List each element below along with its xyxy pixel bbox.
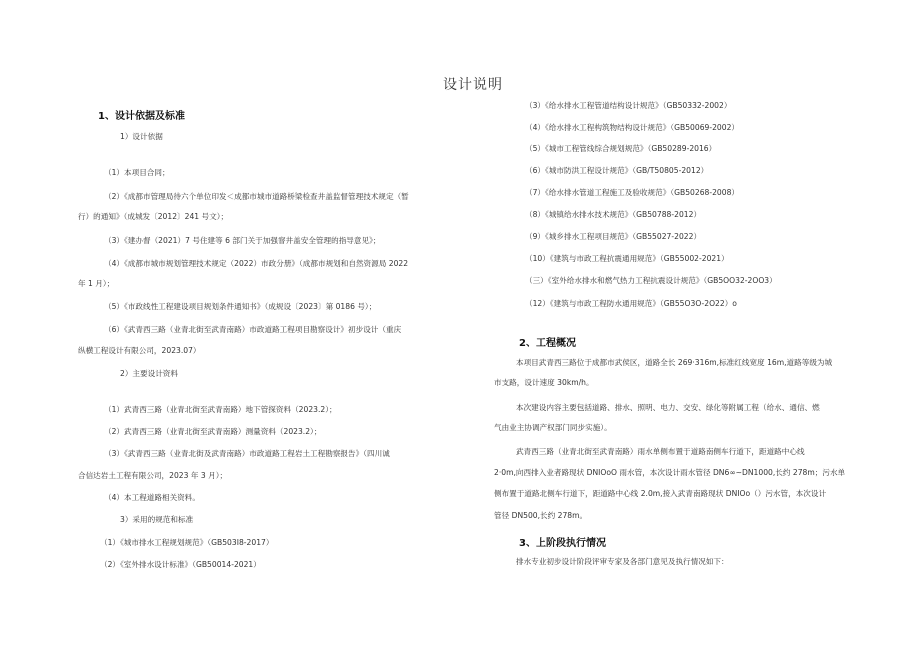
list-item: 行）的通知》（成城发〔2012〕241 号文）；: [78, 212, 229, 221]
subheading-standards: 3）采用的规范和标准: [120, 515, 194, 524]
section3-heading: 3、上阶段执行情况: [519, 538, 606, 549]
subheading-design-materials: 2）主要设计资料: [120, 369, 178, 378]
subheading-design-basis: 1）设计依据: [120, 132, 163, 141]
list-item: （2）《成都市管理局待六个单位印发＜成都市城市道路桥梁检查井盖监督管理技术规定（暂: [104, 192, 409, 201]
paragraph-line: 管径 DN500,长约 278m。: [494, 511, 588, 520]
paragraph-line: 侧布置于道路北侧车行道下，距道路中心线 2.0m,接入武青南路现状 DNIOo（）污水管，本次设计: [494, 489, 827, 498]
list-item: （6）《城市防洪工程设计规范》（GB/T50805-2012）: [525, 166, 709, 175]
list-item: （2）《室外排水设计标准》（GB50014-2021）: [100, 560, 261, 569]
list-item: 合信达岩土工程有限公司，2023 年 3 月）；: [78, 471, 228, 480]
list-item: （3）《武青西三路（业青北街及武青南路）市政道路工程岩土工程勘察报告》（四川诚: [104, 449, 390, 458]
list-item: （7）《给水排水管道工程施工及验收规范》（GB50268-2008）: [525, 188, 740, 197]
list-item: （1）《城市排水工程规划规范》（GB503I8-2017）: [100, 538, 274, 547]
paragraph-line: 2·0m,向西排入业者路现状 DNIOoO 雨水管，本次设计雨水管径 DN6∞~DN1000,长约 278m；污水单: [494, 468, 846, 477]
list-item: （9）《城乡排水工程项目规范》（GB55027-2022）: [525, 232, 702, 241]
list-item: （3）《建办督（2021）7 号住建等 6 部门关于加强窨井盖安全管理的指导意见》；: [104, 236, 381, 245]
list-item: （5）《市政线性工程建设项目规划条件通知书》（成规设〔2023〕第 0186 号）；: [104, 302, 377, 311]
list-item: （三）《室外给水排水和燃气热力工程抗震设计规范》（GB5OO32-2OO3）: [525, 276, 777, 285]
paragraph-line: 本项目武青西三路位于成都市武侯区，道路全长 269·316m,标准红线宽度 16m,道路等级为城: [516, 358, 833, 367]
list-item: （8）《城镇给水排水技术规范》（GB50788-2012）: [525, 210, 702, 219]
list-item: （6）《武青西三路（业青北街至武青南路）市政道路工程项目勘察设计》初步设计（重庆: [104, 325, 402, 334]
list-item: （2）武青西三路（业青北街至武青南路）测量资料（2023.2）；: [104, 427, 322, 436]
list-item: （5）《城市工程管线综合规划规范》（GB50289-2016）: [525, 144, 717, 153]
list-item: 年 1 月）；: [78, 279, 115, 288]
list-item: （4）《成都市城市规划管理技术规定（2022）市政分册》（成都市规划和自然资源局 2022: [104, 259, 409, 268]
section1-heading: 1、设计依据及标准: [98, 111, 185, 122]
paragraph-line: 排水专业初步设计阶段评审专家及各部门意见及执行情况如下：: [516, 557, 729, 566]
paragraph-line: 气由业主协调产权部门同步实施）。: [494, 423, 612, 432]
paragraph-line: 本次建设内容主要包括道路、排水、照明、电力、交安、绿化等附属工程（给水、通信、燃: [516, 403, 820, 412]
list-item: （12）《建筑与市政工程防水通用规范》（GB55O3O-2O22）o: [525, 299, 737, 308]
section2-heading: 2、工程概况: [519, 338, 576, 349]
list-item: （4）《给水排水工程构筑物结构设计规范》（GB50069-2002）: [525, 123, 740, 132]
page-title: 设计说明: [443, 77, 503, 93]
list-item: （1）本项目合同；: [104, 168, 170, 177]
list-item: （3）《给水排水工程管道结构设计规范》（GB50332-2002）: [525, 101, 732, 110]
list-item: 纵横工程设计有限公司，2023.07）: [78, 346, 201, 355]
list-item: （10）《建筑与市政工程抗震通用规范》（GB55002-2021）: [525, 254, 729, 263]
paragraph-line: 市支路，设计速度 30km/h。: [494, 378, 594, 387]
list-item: （1）武青西三路（业青北街至武青南路）地下管探资料（2023.2）；: [104, 405, 337, 414]
list-item: （4）本工程道路相关资料。: [104, 493, 200, 502]
paragraph-line: 武青西三路（业青北街至武青南路）雨水单侧布置于道路南侧车行道下，距道路中心线: [516, 447, 805, 456]
